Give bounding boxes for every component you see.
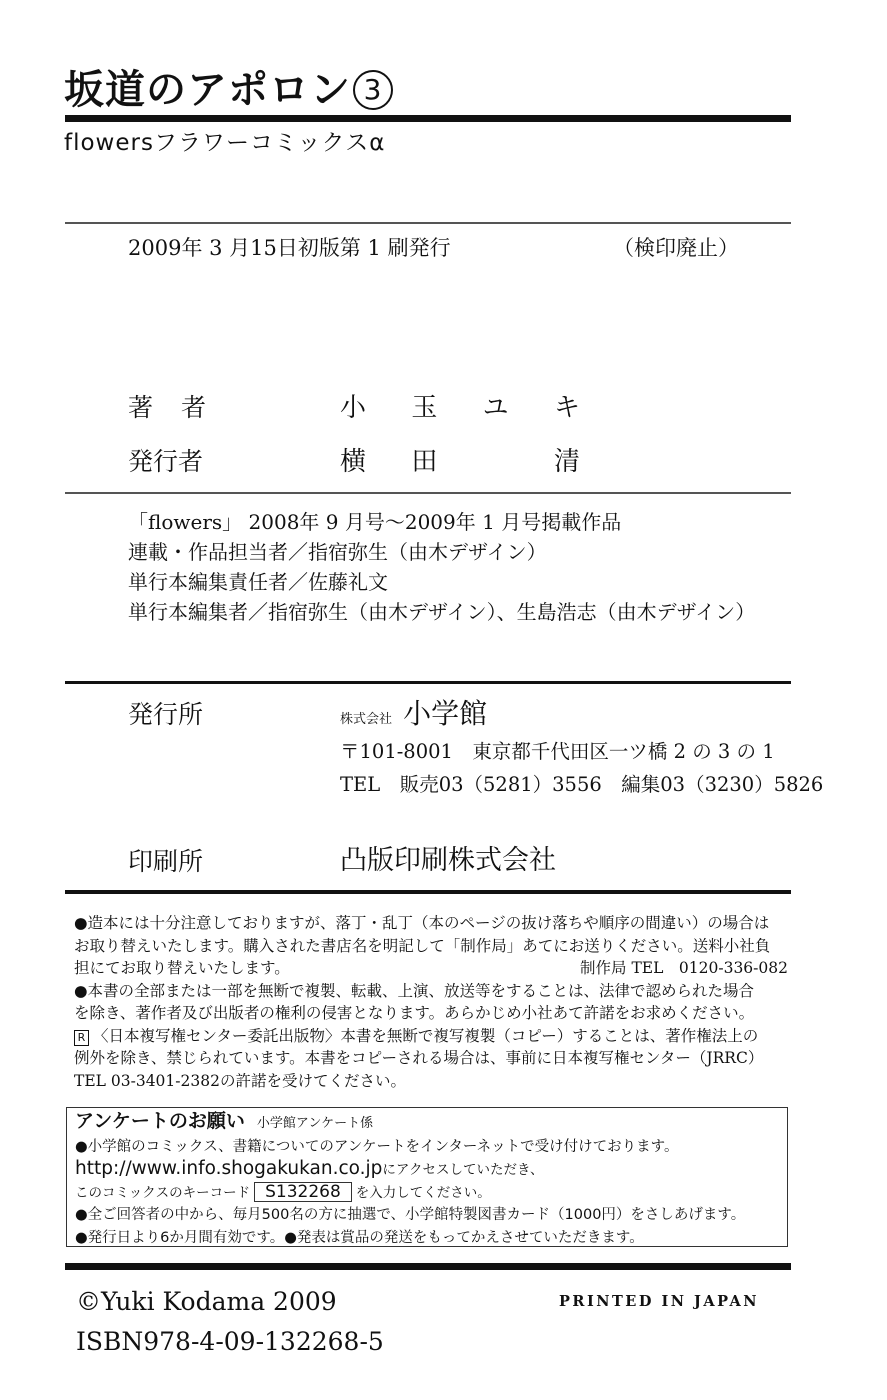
seal-note: （検印廃止） <box>613 236 739 260</box>
keycode-line <box>75 1182 779 1205</box>
publisher-address: 〒101-8001 東京都千代田区一ツ橋 2 の 3 の 1 <box>340 740 775 763</box>
copyright: ©Yuki Kodama 2009 <box>76 1287 337 1316</box>
series-name: flowersフラワーコミックスα <box>64 130 386 156</box>
divider-thick-2 <box>65 890 791 894</box>
publisher-name-char: 横 <box>340 447 367 477</box>
author-name-char: 玉 <box>411 393 438 423</box>
questionnaire-box <box>66 1107 788 1247</box>
questionnaire-line: ●小学館のコミックス、書籍についてのアンケートをインターネットで受け付けております。 <box>75 1138 679 1155</box>
jrrc-text: 〈日本複写権センター委託出版物〉本書を無断で複写複製（コピー）することは、著作権法上の <box>93 1026 759 1045</box>
questionnaire-subtitle: 小学館アンケート係 <box>256 1116 374 1131</box>
keycode-suffix: を入力してください。 <box>355 1184 491 1201</box>
jrrc-notice-line <box>74 1025 788 1048</box>
printer-label: 印刷所 <box>128 847 204 876</box>
publisher-name-char: 清 <box>553 447 580 477</box>
author-label <box>128 391 206 425</box>
company-prefix: 株式会社 <box>340 712 393 727</box>
notices <box>74 912 788 1092</box>
questionnaire-title: アンケートのお願い <box>75 1110 245 1132</box>
title-rule <box>65 115 791 122</box>
publisher-person-name <box>340 445 580 479</box>
questionnaire-line: ●発行日より6か月間有効です。●発表は賞品の発送をもってかえさせていただきます。 <box>75 1229 644 1246</box>
divider-thick-1 <box>65 681 791 684</box>
credit-line: 連載・作品担当者／指宿弥生（由木デザイン） <box>128 540 547 564</box>
author-name-char: キ <box>553 393 580 423</box>
volume-number: 3 <box>353 70 393 110</box>
publisher-name-char <box>483 445 509 479</box>
divider-thin-2 <box>65 492 791 494</box>
questionnaire-url-line <box>75 1158 779 1182</box>
production-tel: 制作局 TEL 0120-336-082 <box>580 959 788 977</box>
author-label-char: 者 <box>180 393 206 422</box>
publisher-tel: TEL 販売03（5281）3556 編集03（3230）5826 <box>340 773 824 796</box>
printer-name: 凸版印刷株式会社 <box>340 845 556 876</box>
printed-in: PRINTED IN JAPAN <box>559 1293 760 1310</box>
credit-line: 単行本編集者／指宿弥生（由木デザイン）、生島浩志（由木デザイン） <box>128 600 756 624</box>
jrrc-notice-line: TEL 03-3401-2382の許諾を受けてください。 <box>74 1071 406 1090</box>
jrrc-r-icon: R <box>74 1030 89 1046</box>
author-label-char: 著 <box>128 393 154 422</box>
defect-notice-line: ●造本には十分注意しておりますが、落丁・乱丁（本のページの抜け落ちや順序の間違い）の場合は <box>74 914 770 932</box>
isbn: ISBN978-4-09-132268-5 <box>76 1327 384 1356</box>
edition-date: 2009年 3 月15日初版第 1 刷発行 <box>128 236 451 260</box>
book-title <box>64 66 393 114</box>
url-suffix: にアクセスしていただき、 <box>382 1162 544 1178</box>
questionnaire-url[interactable]: http://www.info.shogakukan.co.jp <box>75 1158 383 1179</box>
jrrc-notice-line: 例外を除き、禁じられています。本書をコピーされる場合は、事前に日本複写権センター（JRRC） <box>74 1049 764 1067</box>
defect-notice-line: お取り替えいたします。購入された書店名を明記して「制作局」あてにお送りください。送料小社負 <box>74 936 771 955</box>
author-name-char: 小 <box>340 393 367 423</box>
questionnaire-header <box>75 1110 779 1136</box>
publisher-person-label: 発行者 <box>128 447 204 476</box>
company-name: 小学館 <box>403 697 488 730</box>
credit-line: 「flowers」 2008年 9 月号～2009年 1 月号掲載作品 <box>128 510 622 534</box>
defect-notice-line: 担にてお取り替えいたします。 <box>74 959 290 977</box>
keycode-box: S132268 <box>254 1182 352 1202</box>
keycode-prefix: このコミックスのキーコード <box>75 1184 251 1201</box>
defect-notice-last <box>74 957 788 980</box>
credit-line: 単行本編集責任者／佐藤礼文 <box>128 570 388 594</box>
author-name-char: ユ <box>482 393 509 423</box>
copyright-notice-line: ●本書の全部または一部を無断で複製、転載、上演、放送等をすることは、法律で認められた場合 <box>74 981 755 1000</box>
publisher-company <box>340 696 487 738</box>
author-name <box>340 391 580 425</box>
copyright-notice-line: を除き、著作者及び出版者の権利の侵害となります。あらかじめ小社あて許諾をお求めください。 <box>74 1004 755 1022</box>
footer-rule <box>65 1263 791 1270</box>
publisher-name-char: 田 <box>411 447 438 477</box>
divider-thin-1 <box>65 222 791 224</box>
questionnaire-line: ●全ご回答者の中から、毎月500名の方に抽選で、小学館特製図書カード（1000円）をさしあげます。 <box>75 1207 746 1223</box>
title-text: 坂道のアポロン <box>64 67 351 113</box>
publisher-office-label: 発行所 <box>128 700 204 729</box>
